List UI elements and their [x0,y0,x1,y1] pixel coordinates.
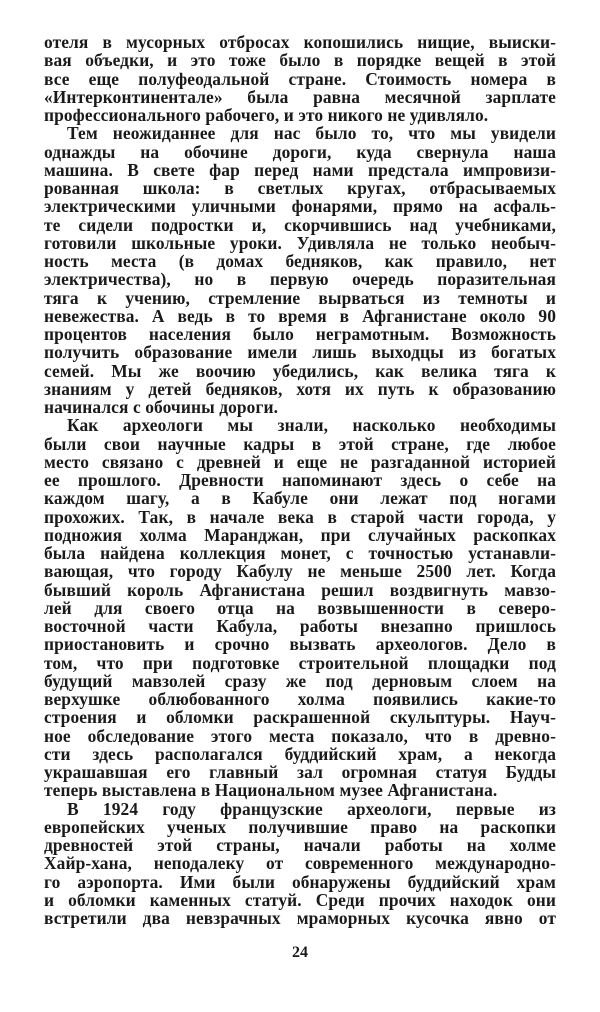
text-line: все еще полуфеодальной стране. Стоимость номера в [44,68,556,89]
text-line: те сидели подростки и, скорчившись над учебниками, [44,214,556,235]
text-line: верхушке облюбованного холма появились какие-то [44,689,556,709]
page-body-text [44,33,556,927]
text-line: вая объедки, и это тоже было в порядке вещей в этой [44,50,556,71]
text-line: сти здесь располагался буддийский храм, а некогда [44,743,556,764]
text-line: Как археологи мы знали, насколько необходимы [67,415,556,436]
text-line: ное обследование этого места показало, что в древно- [44,725,556,746]
text-line: готовили школьные уроки. Удивляла не только необыч- [44,232,556,253]
text-line: тяга к учению, стремление вырваться из темноты и [44,287,556,308]
text-line: том, что при подготовке строительной площадки под [44,652,556,673]
text-line: подножия холма Маранджан, при случайных раскопках [44,524,556,545]
text-line: древностей этой страны, начали работы на холме [44,835,556,855]
text-line: профессионального рабочего, и это никого не удивляло. [44,105,489,125]
paragraph [44,416,556,799]
text-line: машина. В свете фар перед нами предстала импровизи- [44,159,556,180]
text-line: строения и обломки раскрашенной скульптуры. Науч- [44,707,556,728]
text-line: восточной части Кабула, работы внезапно пришлось [44,616,556,636]
text-line: были свои научные кадры в этой стране, где любое [44,433,556,454]
text-line: место связано с древней и еще не разгаданной историей [44,451,556,472]
text-line: прохожих. Так, в начале века в старой части города, у [44,506,556,527]
text-line: электрическими уличными фонарями, прямо на асфаль- [44,196,556,217]
text-line: процентов населения было неграмотным. Возможность [44,324,556,344]
text-line: электричества), но в первую очередь поразительная [44,269,556,290]
paragraph [44,124,556,416]
paragraph [44,33,556,124]
text-line: рованная школа: в светлых кругах, отбрасываемых [44,178,556,198]
paragraph [44,800,556,928]
text-line: ность места (в домах бедняков, как правило, нет [44,251,556,271]
text-line: невежества. А ведь в то время в Афганистане около 90 [44,305,556,326]
text-line: «Интерконтинентале» была равна месячной зарплате [44,86,556,107]
text-line: начинался с обочины дороги. [44,397,279,417]
text-line: Тем неожиданнее для нас было то, что мы увидели [67,123,556,144]
text-line: лей для своего отца на возвышенности в северо- [44,597,556,618]
text-line: будущий мавзолей сразу же под дерновым слоем на [44,670,556,691]
text-line: вающая, что городу Кабулу не меньше 2500 лет. Когда [44,561,556,582]
text-line: каждом шагу, а в Кабуле они лежат под ногами [44,488,556,509]
text-line: ее прошлого. Древности напоминают здесь о себе на [44,470,556,490]
text-line: бывший король Афганистана решил воздвигнуть мавзо- [44,579,556,600]
text-line: встретили два невзрачных мраморных кусочка явно от [44,908,556,928]
text-line: Хайр-хана, неподалеку от современного международно- [44,853,556,874]
text-line: го аэропорта. Ими были обнаружены буддийский храм [44,871,556,892]
text-line: получить образование имели лишь выходцы из богатых [44,342,556,363]
text-line: и обломки каменных статуй. Среди прочих находок они [44,889,556,910]
text-line: отеля в мусорных отбросах копошились нищие, выиски- [44,32,556,52]
text-line: приостановить и срочно вызвать археологов. Дело в [44,634,556,655]
text-line: знаниям у детей бедняков, хотя их путь к образованию [44,378,556,399]
text-line: европейских ученых получившие право на раскопки [44,816,556,837]
text-line: теперь выставлена в Национальном музее Афганистана. [44,780,498,801]
text-line: украшавшая его главный зал огромная статуя Будды [44,762,556,782]
text-line: однажды на обочине дороги, куда свернула наша [44,141,556,162]
text-line: В 1924 году французские археологи, первые из [67,798,556,819]
text-line: была найдена коллекция монет, с точностью устанавли- [44,543,556,563]
page-number: 24 [292,944,308,961]
text-line: семей. Мы же воочию убедились, как велика тяга к [44,360,556,381]
